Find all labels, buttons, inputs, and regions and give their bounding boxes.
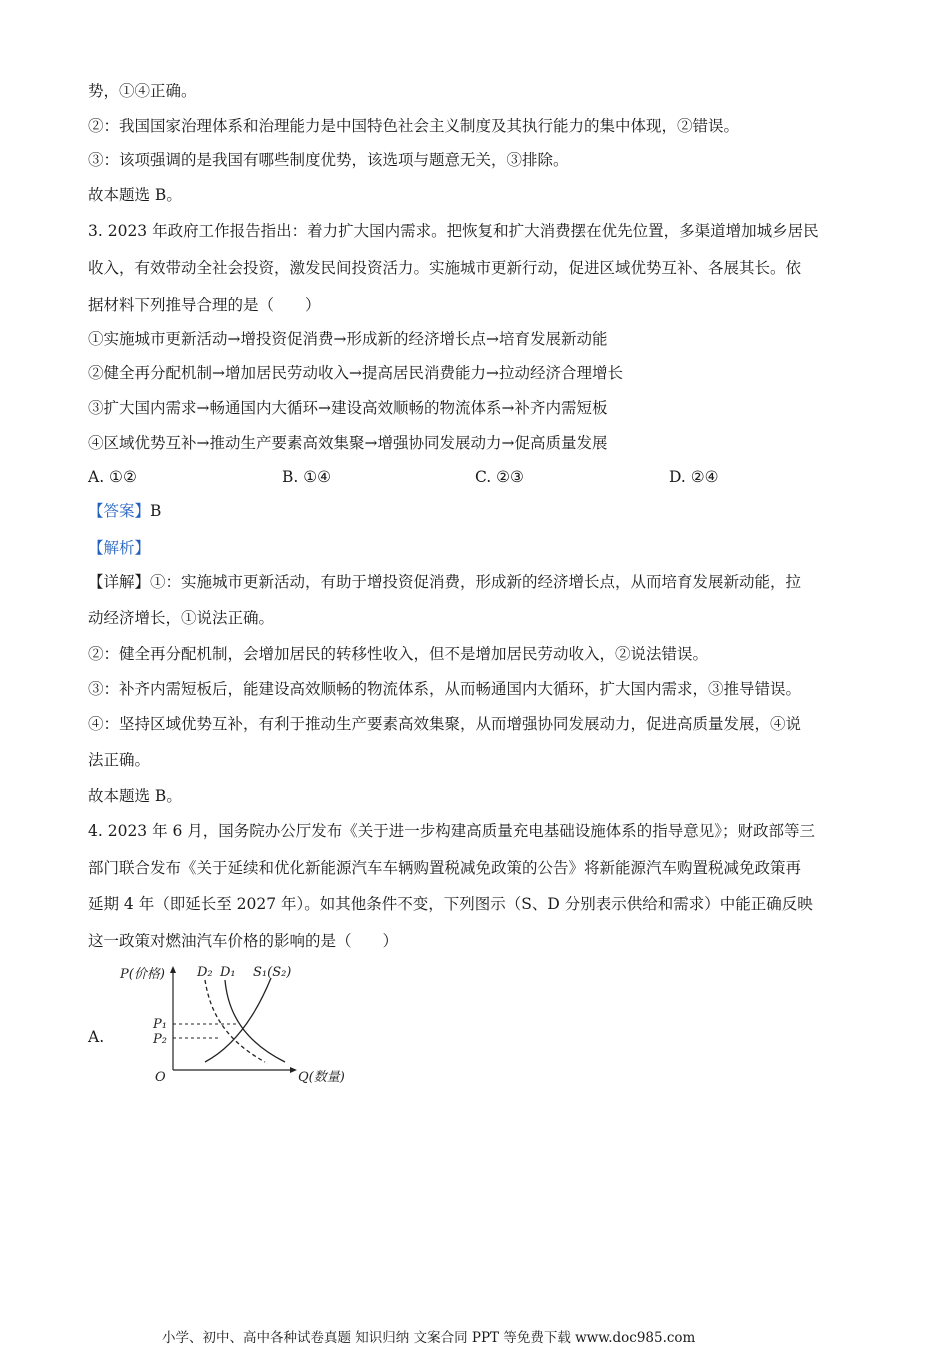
statement-3: ③扩大国内需求→畅通国内大循环→建设高效顺畅的物流体系→补齐内需短板 bbox=[88, 399, 608, 417]
s-label: S₁(S₂) bbox=[253, 965, 292, 980]
text-line: ③：该项强调的是我国有哪些制度优势，该选项与题意无关，③排除。 bbox=[88, 151, 569, 169]
footer-text: 小学、初中、高中各种试卷真题 知识归纳 文案合同 PPT 等免费下载 www.doc985.com bbox=[162, 1330, 696, 1346]
statement-2: ②健全再分配机制→增加居民劳动收入→提高居民消费能力→拉动经济合理增长 bbox=[88, 364, 623, 382]
text-line: ②：我国国家治理体系和治理能力是中国特色社会主义制度及其执行能力的集中体现，②错误。 bbox=[88, 117, 740, 135]
question-4-text: 4. 2023 年 6 月，国务院办公厅发布《关于进一步构建高质量充电基础设施体系的指导意见》；财政部等三 bbox=[88, 822, 816, 840]
analysis-text: ④：坚持区域优势互补，有利于推动生产要素高效集聚，从而增强协同发展动力，促进高质量发展，④说 bbox=[88, 715, 802, 733]
y-axis-label: P(价格) bbox=[120, 967, 165, 982]
text-line: 故本题选 B。 bbox=[88, 186, 182, 204]
analysis-text: 动经济增长，①说法正确。 bbox=[88, 609, 275, 627]
statement-4: ④区域优势互补→推动生产要素高效集聚→增强协同发展动力→促高质量发展 bbox=[88, 434, 608, 452]
analysis-text: ②：健全再分配机制，会增加居民的转移性收入，但不是增加居民劳动收入，②说法错误。 bbox=[88, 645, 709, 663]
supply-demand-graph bbox=[115, 962, 355, 1087]
analysis-text: ③：补齐内需短板后，能建设高效顺畅的物流体系，从而畅通国内大循环，扩大国内需求，③推导错误。 bbox=[88, 680, 802, 698]
question-3-text: 3. 2023 年政府工作报告指出：着力扩大国内需求。把恢复和扩大消费摆在优先位置，多渠道增加城乡居民 bbox=[88, 222, 819, 240]
y-axis-arrow bbox=[170, 966, 176, 973]
answer-line bbox=[88, 500, 161, 522]
demand-curve-d1 bbox=[225, 980, 285, 1062]
answer-value: B bbox=[150, 502, 162, 520]
answer-tag: 【答案】 bbox=[88, 502, 151, 520]
origin-label: O bbox=[155, 1070, 166, 1085]
figure-option-label: A. bbox=[88, 1028, 105, 1046]
analysis-tag: 【解析】 bbox=[88, 539, 151, 557]
analysis-text: 【详解】①：实施城市更新活动，有助于增投资促消费，形成新的经济增长点，从而培育发展新动能，拉 bbox=[88, 573, 802, 591]
question-4-text: 部门联合发布《关于延续和优化新能源汽车车辆购置税减免政策的公告》将新能源汽车购置税减免政策再 bbox=[88, 859, 802, 877]
demand-curve-d2 bbox=[205, 980, 265, 1062]
question-4-text: 延期 4 年（即延长至 2027 年）。如其他条件不变，下列图示（S、D 分别表示供给和需求）中能正确反映 bbox=[88, 895, 813, 913]
option-d: D. ②④ bbox=[669, 468, 719, 486]
x-axis-label: Q(数量) bbox=[298, 1070, 345, 1085]
option-c: C. ②③ bbox=[475, 468, 524, 486]
d1-label: D₁ bbox=[220, 965, 236, 980]
option-a: A. ①② bbox=[88, 468, 137, 486]
analysis-text: 法正确。 bbox=[88, 751, 151, 769]
p2-label: P₂ bbox=[153, 1032, 167, 1047]
x-axis-arrow bbox=[290, 1067, 297, 1073]
question-3-text: 据材料下列推导合理的是（ ） bbox=[88, 296, 321, 314]
p1-label: P₁ bbox=[153, 1017, 167, 1032]
text-line: 势，①④正确。 bbox=[88, 82, 197, 100]
statement-1: ①实施城市更新活动→增投资促消费→形成新的经济增长点→培育发展新动能 bbox=[88, 330, 608, 348]
analysis-text: 故本题选 B。 bbox=[88, 787, 182, 805]
option-b: B. ①④ bbox=[282, 468, 332, 486]
d2-label: D₂ bbox=[197, 965, 213, 980]
question-3-text: 收入，有效带动全社会投资，激发民间投资活力。实施城市更新行动，促进区域优势互补、各展其长。依 bbox=[88, 259, 802, 277]
question-4-text: 这一政策对燃油汽车价格的影响的是（ ） bbox=[88, 932, 399, 950]
